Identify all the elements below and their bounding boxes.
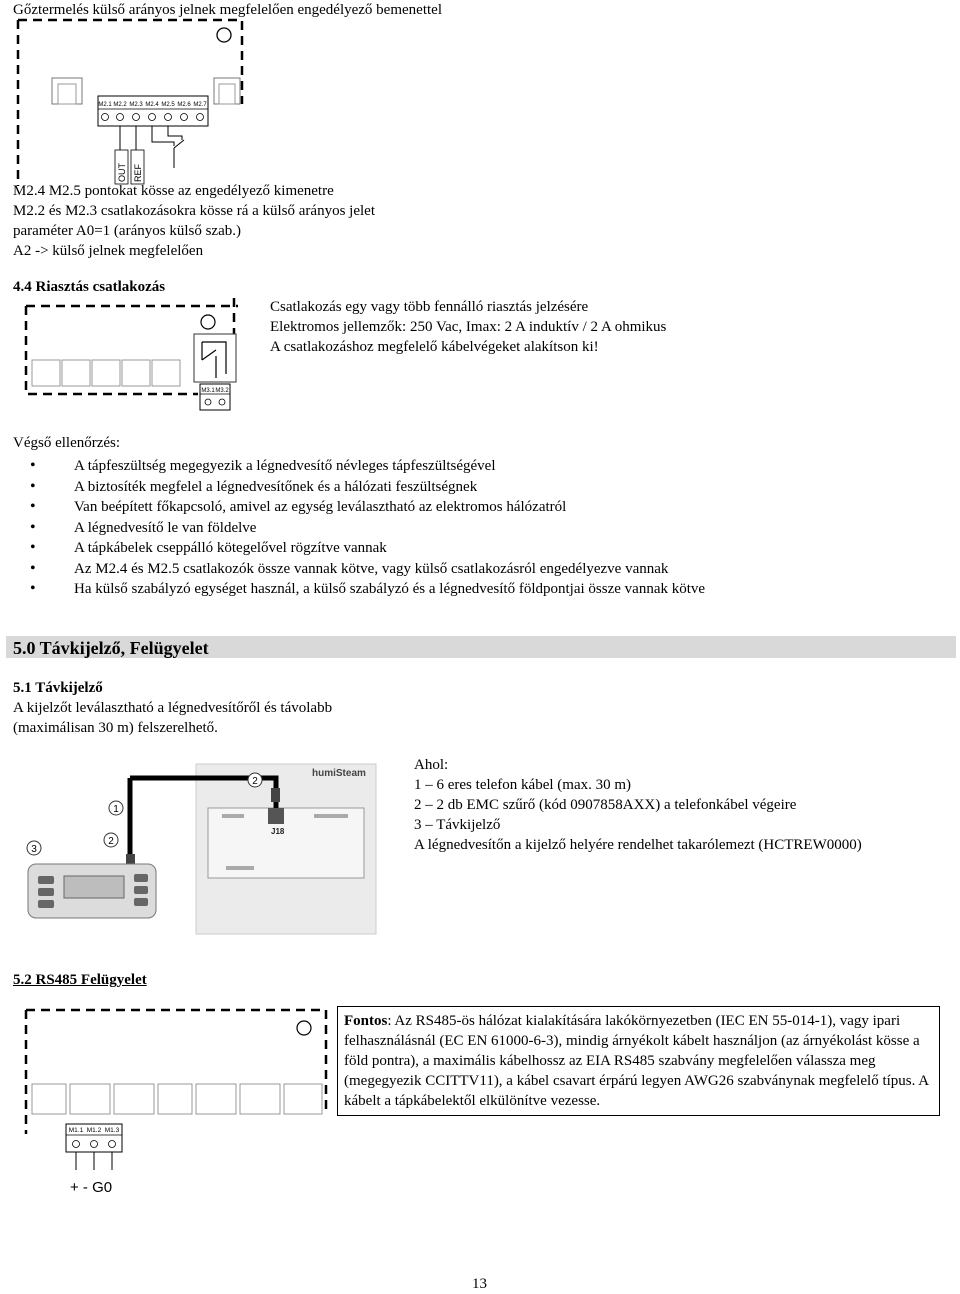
checklist-item: • Van beépített főkapcsoló, amivel az egység leválasztható az elektromos hálózatról: [13, 497, 913, 518]
screw-hole-icon: [217, 28, 231, 42]
page-header-title: Gőztermelés külső arányos jelnek megfelelően engedélyező bemenettel: [13, 2, 442, 18]
description-line: Elektromos jellemzők: 250 Vac, Imax: 2 A induktív / 2 A ohmikus: [270, 319, 667, 335]
section-4-4-description: [270, 297, 666, 357]
display-screen: [64, 876, 124, 898]
description-line: Csatlakozás egy vagy több fennálló riasztás jelzésére: [270, 299, 589, 315]
terminal-label: M2.4: [145, 102, 159, 108]
legend-line: 3 – Távkijelző: [414, 817, 501, 833]
rs485-wiring-diagram: [22, 1002, 334, 1200]
terminal-label: M2.1: [98, 102, 112, 108]
checklist-item: • A biztosíték megfelel a légnedvesítőnek és a hálózati feszültségnek: [13, 477, 913, 498]
legend-line: Ahol:: [414, 757, 449, 773]
signal-label-out: OUT: [117, 163, 127, 182]
legend-line: A légnedvesítőn a kijelző helyére rendelhet takarólemezt (HCTREW0000): [414, 837, 862, 853]
rs485-important-note: [337, 1006, 940, 1116]
instruction-line: M2.4 M2.5 pontokat kösse az engedélyező kimenetre: [13, 183, 334, 199]
callout-number: 2: [252, 776, 258, 787]
instruction-line: M2.2 és M2.3 csatlakozásokra kösse rá a külső arányos jelet: [13, 203, 375, 219]
emc-filter: [271, 788, 280, 802]
connector-label: J18: [271, 827, 285, 836]
description-line: (maximálisan 30 m) felszerelhető.: [13, 720, 218, 736]
remote-display-diagram: [10, 760, 380, 936]
checklist-item: • Az M2.4 és M2.5 csatlakozók össze vannak kötve, vagy külső csatlakozásról engedélyezve vannak: [13, 559, 913, 580]
signal-label-ref: REF: [133, 164, 143, 182]
note-label: Fontos: [344, 1013, 388, 1029]
instruction-line: paraméter A0=1 (arányos külső szab.): [13, 223, 241, 239]
terminal-label: M3.2: [215, 388, 229, 394]
terminal-label: M2.7: [193, 102, 207, 108]
section-5-1-legend: [414, 755, 862, 855]
legend-line: 1 – 6 eres telefon kábel (max. 30 m): [414, 777, 632, 793]
note-text: : Az RS485-ös hálózat kialakítására lakókörnyezetben (IEC EN 55-014-1), vagy ipari felhasználásnál (EC EN 61000-6-3), mindig árnyékolt kábelt használjon (az árnyékolást kösse a föld pontra), a maximális kábelhossz az EIA RS485 szabvány megfelelően válassza meg (megegyezik CCITTV11), a kábel csavart érpárú legyen AWG26 szabványnak megfelelő típus. A kábelt a tápkábelektől elkülönítve vezesse.: [344, 1013, 929, 1109]
terminal-label: M3.1: [201, 388, 215, 394]
description-line: A csatlakozáshoz megfelelő kábelvégeket alakítson ki!: [270, 339, 599, 355]
section-5-0-title: 5.0 Távkijelző, Felügyelet: [13, 638, 209, 658]
screw-hole-icon: [201, 315, 215, 329]
page-number: 13: [472, 1276, 487, 1292]
terminal-label: M2.2: [113, 102, 127, 108]
terminal-label: M2.3: [129, 102, 143, 108]
rs485-polarity-label: + - G0: [70, 1179, 113, 1196]
checklist-item: • A légnedvesítő le van földelve: [13, 518, 913, 539]
terminal-label: M2.5: [161, 102, 175, 108]
checklist-item: • A tápfeszültség megegyezik a légnedvesítő névleges tápfeszültségével: [13, 456, 913, 477]
relay-box: [194, 334, 236, 382]
final-check-list: [13, 456, 913, 600]
section-5-1-description: [13, 698, 332, 738]
callout-number: 3: [31, 844, 37, 855]
brand-logo-text: humiSteam: [312, 768, 366, 779]
final-check-title: Végső ellenőrzés:: [13, 435, 121, 451]
section-5-1-title: 5.1 Távkijelző: [13, 680, 103, 696]
alarm-relay-wiring-diagram: [22, 294, 244, 414]
terminal-label: M1.2: [86, 1127, 102, 1134]
terminal-label: M2.6: [177, 102, 191, 108]
callout-number: 1: [113, 804, 119, 815]
screw-hole-icon: [297, 1021, 311, 1035]
terminal-label: M1.1: [68, 1127, 84, 1134]
connector-j18: [268, 808, 284, 824]
instruction-list: [13, 181, 375, 261]
description-line: A kijelzőt leválasztható a légnedvesítőről és távolabb: [13, 700, 333, 716]
legend-line: 2 – 2 db EMC szűrő (kód 0907858AXX) a telefonkábel végeire: [414, 797, 797, 813]
checklist-item: • Ha külső szabályzó egységet használ, a külső szabályzó és a légnedvesítő földpontjai össze vannak kötve: [13, 579, 913, 600]
enable-input-wiring-diagram: [14, 18, 254, 186]
section-5-0-banner: [6, 636, 956, 658]
terminal-block-m2: [98, 96, 208, 126]
checklist-item: • A tápkábelek cseppálló kötegelővel rögzítve vannak: [13, 538, 913, 559]
instruction-line: A2 -> külső jelnek megfelelően: [13, 243, 204, 259]
callout-number: 2: [108, 836, 114, 847]
section-5-2-title: 5.2 RS485 Felügyelet: [13, 972, 147, 988]
section-4-4-title: 4.4 Riasztás csatlakozás: [13, 279, 166, 295]
terminal-label: M1.3: [104, 1127, 120, 1134]
